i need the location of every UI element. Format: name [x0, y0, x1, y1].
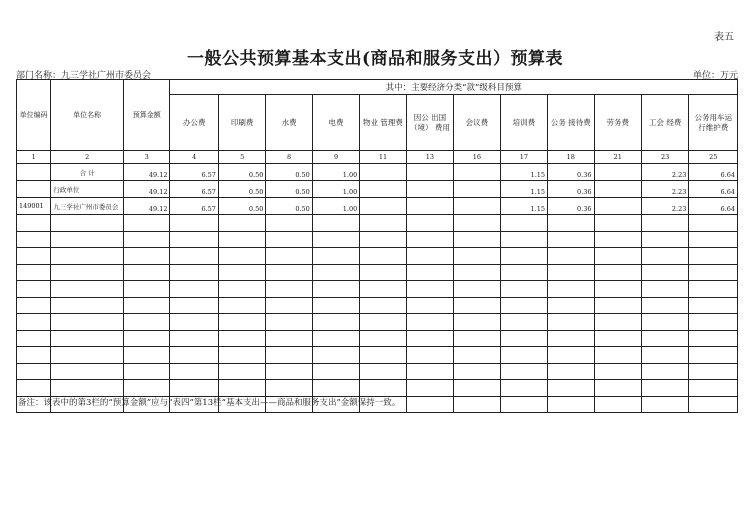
empty-cell: [51, 363, 124, 380]
empty-cell: [218, 231, 265, 248]
value-cell: 1.00: [312, 164, 359, 181]
empty-cell: [406, 281, 453, 298]
column-number: 16: [454, 151, 500, 164]
empty-cell: [641, 281, 688, 298]
empty-cell: [689, 248, 738, 265]
empty-cell: [689, 281, 738, 298]
table-number: 表五: [714, 32, 734, 43]
empty-cell: [266, 330, 312, 347]
empty-cell: [17, 380, 51, 397]
value-cell: 1.15: [500, 181, 547, 198]
header-unit-name: 单位名称: [51, 80, 124, 151]
table-row: [17, 198, 738, 215]
empty-cell: [641, 264, 688, 281]
empty-cell: [51, 330, 124, 347]
empty-cell: [360, 281, 406, 298]
empty-cell: [454, 380, 500, 397]
value-cell: [406, 181, 453, 198]
empty-cell: [17, 264, 51, 281]
empty-cell: [406, 347, 453, 364]
empty-cell: [500, 347, 547, 364]
value-cell: 0.36: [548, 181, 594, 198]
empty-cell: [641, 314, 688, 331]
empty-cell: [312, 297, 359, 314]
value-cell: [594, 198, 641, 215]
empty-row: [17, 248, 738, 265]
empty-cell: [594, 330, 641, 347]
value-cell: 0.50: [266, 198, 312, 215]
empty-cell: [360, 363, 406, 380]
empty-cell: [17, 215, 51, 232]
empty-cell: [548, 363, 594, 380]
empty-row: [17, 215, 738, 232]
empty-cell: [266, 297, 312, 314]
empty-cell: [594, 264, 641, 281]
empty-cell: [124, 297, 170, 314]
empty-cell: [454, 363, 500, 380]
value-cell: 0.50: [218, 198, 265, 215]
empty-cell: [500, 231, 547, 248]
empty-cell: [360, 297, 406, 314]
header-subcolumn: 工会 经费: [641, 95, 688, 151]
empty-cell: [312, 380, 359, 397]
empty-cell: [406, 248, 453, 265]
empty-cell: [124, 347, 170, 364]
empty-cell: [51, 347, 124, 364]
empty-cell: [17, 363, 51, 380]
header-subcolumn: 因公 出国（境） 费用: [406, 95, 453, 151]
value-cell: 1.15: [500, 164, 547, 181]
empty-cell: [641, 347, 688, 364]
empty-row: [17, 231, 738, 248]
empty-cell: [641, 396, 688, 413]
empty-cell: [689, 297, 738, 314]
empty-cell: [266, 231, 312, 248]
empty-cell: [170, 314, 218, 331]
page-title: 一般公共预算基本支出(商品和服务支出）预算表: [186, 49, 564, 69]
empty-row: [17, 314, 738, 331]
header-subcolumn: 公务 接待费: [548, 95, 594, 151]
empty-cell: [641, 380, 688, 397]
empty-row: [17, 297, 738, 314]
empty-cell: [406, 396, 453, 413]
empty-cell: [124, 363, 170, 380]
empty-cell: [406, 330, 453, 347]
value-cell: 2.23: [641, 181, 688, 198]
empty-cell: [266, 264, 312, 281]
empty-cell: [312, 215, 359, 232]
header-unit-code: 单位编码: [17, 80, 51, 151]
header-budget-amount: 预算金额: [124, 80, 170, 151]
empty-cell: [51, 264, 124, 281]
empty-cell: [170, 215, 218, 232]
value-cell: 6.64: [689, 198, 738, 215]
value-cell: [454, 181, 500, 198]
value-cell: [360, 164, 406, 181]
column-number: 17: [500, 151, 547, 164]
empty-cell: [51, 215, 124, 232]
empty-cell: [454, 314, 500, 331]
value-cell: 0.50: [218, 164, 265, 181]
empty-cell: [51, 380, 124, 397]
empty-cell: [360, 330, 406, 347]
empty-cell: [548, 231, 594, 248]
empty-cell: [500, 297, 547, 314]
empty-cell: [360, 215, 406, 232]
empty-cell: [266, 215, 312, 232]
empty-cell: [548, 297, 594, 314]
empty-cell: [594, 347, 641, 364]
column-number: 25: [689, 151, 738, 164]
empty-cell: [17, 281, 51, 298]
empty-cell: [500, 330, 547, 347]
empty-cell: [17, 248, 51, 265]
empty-cell: [689, 363, 738, 380]
value-cell: [594, 164, 641, 181]
value-cell: 1.15: [500, 198, 547, 215]
empty-cell: [266, 248, 312, 265]
empty-row: [17, 380, 738, 397]
header-subcolumn: 培训费: [500, 95, 547, 151]
value-cell: 0.50: [266, 181, 312, 198]
empty-cell: [312, 363, 359, 380]
empty-cell: [454, 347, 500, 364]
empty-cell: [124, 215, 170, 232]
empty-row: [17, 347, 738, 364]
unit-label: 单位：万元: [692, 71, 738, 81]
value-cell: [406, 198, 453, 215]
empty-cell: [218, 314, 265, 331]
empty-cell: [312, 264, 359, 281]
empty-cell: [170, 347, 218, 364]
value-cell: 6.64: [689, 181, 738, 198]
value-cell: [454, 164, 500, 181]
empty-cell: [689, 314, 738, 331]
header-subcolumn: 会议费: [454, 95, 500, 151]
table-row: [17, 181, 738, 198]
empty-cell: [124, 314, 170, 331]
empty-cell: [641, 330, 688, 347]
value-cell: 0.50: [218, 181, 265, 198]
empty-cell: [266, 281, 312, 298]
value-cell: [360, 198, 406, 215]
department-label: 部门名称：九三学社广州市委员会: [16, 71, 152, 81]
empty-cell: [170, 248, 218, 265]
empty-cell: [406, 363, 453, 380]
value-cell: [360, 181, 406, 198]
empty-row: [17, 330, 738, 347]
value-cell: 6.57: [170, 164, 218, 181]
empty-cell: [689, 215, 738, 232]
empty-cell: [17, 347, 51, 364]
empty-cell: [51, 231, 124, 248]
empty-cell: [312, 231, 359, 248]
empty-cell: [360, 264, 406, 281]
value-cell: 6.57: [170, 198, 218, 215]
empty-cell: [124, 231, 170, 248]
empty-cell: [170, 231, 218, 248]
empty-cell: [51, 314, 124, 331]
value-cell: 0.36: [548, 164, 594, 181]
empty-cell: [124, 330, 170, 347]
empty-cell: [406, 264, 453, 281]
empty-cell: [312, 281, 359, 298]
empty-cell: [500, 314, 547, 331]
column-number: 21: [594, 151, 641, 164]
value-cell: 1.00: [312, 181, 359, 198]
column-number: 1: [17, 151, 51, 164]
empty-cell: [266, 314, 312, 331]
empty-cell: [312, 330, 359, 347]
empty-cell: [406, 297, 453, 314]
empty-cell: [266, 363, 312, 380]
empty-cell: [548, 248, 594, 265]
column-number: 11: [360, 151, 406, 164]
empty-cell: [51, 297, 124, 314]
empty-cell: [360, 347, 406, 364]
empty-cell: [689, 330, 738, 347]
empty-cell: [218, 215, 265, 232]
column-number: 13: [406, 151, 453, 164]
empty-cell: [17, 314, 51, 331]
value-cell: 49.12: [124, 164, 170, 181]
table-row: [17, 164, 738, 181]
empty-cell: [500, 363, 547, 380]
empty-cell: [124, 264, 170, 281]
unit-code-cell: 149001: [17, 198, 51, 215]
empty-cell: [548, 330, 594, 347]
header-subcolumn: 办公费: [170, 95, 218, 151]
empty-cell: [312, 314, 359, 331]
empty-cell: [548, 380, 594, 397]
empty-cell: [170, 330, 218, 347]
column-number: 18: [548, 151, 594, 164]
header-subcolumn: 水费: [266, 95, 312, 151]
empty-cell: [641, 215, 688, 232]
unit-code-cell: [17, 181, 51, 198]
empty-cell: [594, 363, 641, 380]
value-cell: [406, 164, 453, 181]
empty-cell: [218, 297, 265, 314]
empty-row: [17, 264, 738, 281]
empty-cell: [170, 281, 218, 298]
empty-cell: [641, 363, 688, 380]
value-cell: [454, 198, 500, 215]
empty-cell: [170, 380, 218, 397]
empty-cell: [17, 231, 51, 248]
empty-cell: [500, 380, 547, 397]
empty-cell: [689, 396, 738, 413]
value-cell: 49.12: [124, 198, 170, 215]
empty-cell: [406, 380, 453, 397]
empty-cell: [218, 281, 265, 298]
value-cell: 6.57: [170, 181, 218, 198]
unit-code-cell: [17, 164, 51, 181]
empty-cell: [218, 248, 265, 265]
empty-cell: [266, 347, 312, 364]
column-number: 9: [312, 151, 359, 164]
empty-cell: [500, 248, 547, 265]
header-subcolumn: 物业 管理费: [360, 95, 406, 151]
empty-cell: [689, 380, 738, 397]
empty-cell: [548, 314, 594, 331]
empty-cell: [312, 248, 359, 265]
empty-cell: [548, 281, 594, 298]
empty-cell: [124, 248, 170, 265]
empty-cell: [641, 297, 688, 314]
empty-cell: [548, 396, 594, 413]
empty-cell: [218, 347, 265, 364]
empty-cell: [51, 281, 124, 298]
column-number: 8: [266, 151, 312, 164]
empty-cell: [454, 248, 500, 265]
empty-cell: [594, 231, 641, 248]
empty-cell: [17, 330, 51, 347]
empty-cell: [594, 215, 641, 232]
empty-cell: [218, 264, 265, 281]
unit-name-cell: 行政单位: [51, 181, 124, 198]
empty-cell: [594, 380, 641, 397]
empty-cell: [218, 330, 265, 347]
empty-cell: [360, 380, 406, 397]
empty-cell: [454, 281, 500, 298]
empty-cell: [594, 297, 641, 314]
empty-cell: [406, 231, 453, 248]
value-cell: 6.64: [689, 164, 738, 181]
empty-cell: [500, 281, 547, 298]
budget-table: [16, 79, 738, 413]
value-cell: 49.12: [124, 181, 170, 198]
empty-cell: [689, 347, 738, 364]
empty-cell: [170, 297, 218, 314]
unit-name-cell: 九三学社广州市委员会: [51, 198, 124, 215]
unit-name-cell: 合 计: [51, 164, 124, 181]
empty-cell: [406, 215, 453, 232]
value-cell: 2.23: [641, 198, 688, 215]
empty-cell: [500, 264, 547, 281]
empty-row: [17, 281, 738, 298]
column-number: 5: [218, 151, 265, 164]
empty-cell: [218, 363, 265, 380]
empty-cell: [594, 281, 641, 298]
column-number: 23: [641, 151, 688, 164]
value-cell: 0.36: [548, 198, 594, 215]
header-subcolumn: 印刷费: [218, 95, 265, 151]
empty-cell: [17, 297, 51, 314]
empty-cell: [170, 264, 218, 281]
value-cell: 2.23: [641, 164, 688, 181]
value-cell: 1.00: [312, 198, 359, 215]
empty-cell: [548, 215, 594, 232]
empty-cell: [689, 264, 738, 281]
empty-cell: [454, 396, 500, 413]
empty-cell: [594, 248, 641, 265]
empty-cell: [500, 215, 547, 232]
footnote: 备注：该表中的第3栏的“预算金额”应与“表四”第13栏“基本支出——商品和服务支出”金额保持一致。: [18, 398, 401, 408]
empty-cell: [170, 363, 218, 380]
empty-row: [17, 363, 738, 380]
header-subcolumn: 电费: [312, 95, 359, 151]
empty-cell: [406, 314, 453, 331]
empty-cell: [641, 231, 688, 248]
empty-cell: [454, 264, 500, 281]
empty-cell: [124, 281, 170, 298]
header-economic-classification: 其中：主要经济分类“款”级科目预算: [170, 80, 738, 95]
empty-cell: [312, 347, 359, 364]
empty-cell: [218, 380, 265, 397]
empty-cell: [454, 330, 500, 347]
column-number: 2: [51, 151, 124, 164]
header-subcolumn: 公务用车运 行维护费: [689, 95, 738, 151]
empty-cell: [594, 396, 641, 413]
empty-cell: [360, 248, 406, 265]
column-number: 3: [124, 151, 170, 164]
column-number: 4: [170, 151, 218, 164]
empty-cell: [548, 347, 594, 364]
empty-cell: [548, 264, 594, 281]
empty-cell: [51, 248, 124, 265]
empty-cell: [266, 380, 312, 397]
empty-cell: [641, 248, 688, 265]
empty-cell: [454, 215, 500, 232]
header-subcolumn: 劳务费: [594, 95, 641, 151]
empty-cell: [689, 231, 738, 248]
empty-cell: [454, 297, 500, 314]
empty-cell: [500, 396, 547, 413]
empty-cell: [360, 231, 406, 248]
empty-cell: [124, 380, 170, 397]
empty-cell: [454, 231, 500, 248]
empty-cell: [360, 314, 406, 331]
empty-cell: [594, 314, 641, 331]
value-cell: [594, 181, 641, 198]
value-cell: 0.50: [266, 164, 312, 181]
